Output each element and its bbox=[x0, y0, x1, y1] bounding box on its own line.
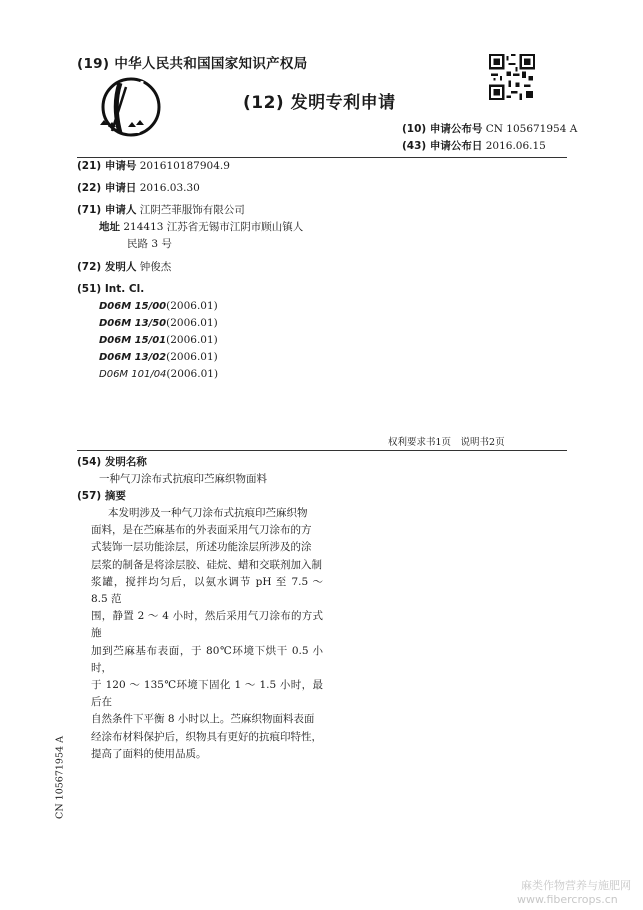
address-label: 地址 bbox=[99, 221, 120, 233]
ipc-entry: D06M 13/50(2006.01) bbox=[99, 317, 218, 329]
inventor-row bbox=[77, 259, 171, 276]
applicant: 江阴苎菲服饰有限公司 bbox=[139, 204, 245, 216]
publication-info bbox=[402, 121, 577, 155]
side-publication-number: CN 105671954 A bbox=[54, 736, 66, 819]
address-row bbox=[99, 219, 303, 236]
qr-code bbox=[489, 54, 535, 100]
abstract-label: (57) 摘要 bbox=[77, 490, 126, 502]
applicant-row bbox=[77, 202, 245, 219]
inventor-label: (72) 发明人 bbox=[77, 261, 137, 273]
sipo-logo bbox=[90, 75, 172, 139]
address-line-2: 民路 3 号 bbox=[127, 238, 172, 250]
abstract-text: 本发明涉及一种气刀涂布式抗痕印苎麻织物 面料，是在苎麻基布的外表面采用气刀涂布的方 式装饰一层功能涂层，所述功能涂层所涉及的涂 层浆的制备是将涂层胶、硅烷、蜡和交联剂加入制 浆罐，搅拌均匀后，以氨水调节 pH 至 7.5 ～ 8.5 范 围，静置 2 ～ 4 小时，然后采用气刀涂布的方式施 加到苎麻基布表面，于 80℃环境下烘干 0.5 小时， 于 120 ～ 135℃环境下固化 1 ～ 1.5 小时，最后在 自然条件下平衡 8 小时以上。苎麻织物面料表面 经涂布材料保护后，织物具有更好的抗痕印特性， 提高了面料的使用品质。 bbox=[91, 507, 323, 760]
filing-date: 2016.03.30 bbox=[139, 182, 200, 194]
divider bbox=[77, 450, 567, 451]
address-line-1: 214413 江苏省无锡市江阴市顾山镇人 bbox=[123, 221, 304, 233]
publication-number: CN 105671954 A bbox=[485, 123, 578, 135]
page-count: 权利要求书1页 说明书2页 bbox=[388, 437, 505, 448]
application-number-row bbox=[77, 158, 230, 175]
office-name: (19) 中华人民共和国国家知识产权局 bbox=[77, 56, 308, 72]
watermark-title: 麻类作物营养与施肥网 bbox=[521, 879, 631, 892]
ipc-label: (51) Int. Cl. bbox=[77, 283, 145, 295]
inventor: 钟俊杰 bbox=[139, 261, 172, 273]
publication-date-label: (43) 申请公布日 bbox=[402, 140, 483, 152]
ipc-entry: D06M 15/01(2006.01) bbox=[99, 334, 218, 346]
invention-title-label: (54) 发明名称 bbox=[77, 456, 147, 468]
ipc-entry: D06M 101/04(2006.01) bbox=[99, 368, 219, 380]
application-number: 201610187904.9 bbox=[139, 160, 230, 172]
publication-number-label: (10) 申请公布号 bbox=[402, 123, 483, 135]
ipc-entry: D06M 15/00(2006.01) bbox=[99, 300, 218, 312]
ipc-entry: D06M 13/02(2006.01) bbox=[99, 351, 218, 363]
document-type-title: (12) 发明专利申请 bbox=[243, 93, 396, 113]
invention-title: 一种气刀涂布式抗痕印苎麻织物面料 bbox=[99, 473, 267, 485]
publication-date: 2016.06.15 bbox=[485, 140, 546, 152]
watermark-url: www.fibercrops.cn bbox=[517, 893, 618, 906]
applicant-label: (71) 申请人 bbox=[77, 204, 137, 216]
filing-date-label: (22) 申请日 bbox=[77, 182, 137, 194]
filing-date-row bbox=[77, 180, 200, 197]
application-number-label: (21) 申请号 bbox=[77, 160, 137, 172]
